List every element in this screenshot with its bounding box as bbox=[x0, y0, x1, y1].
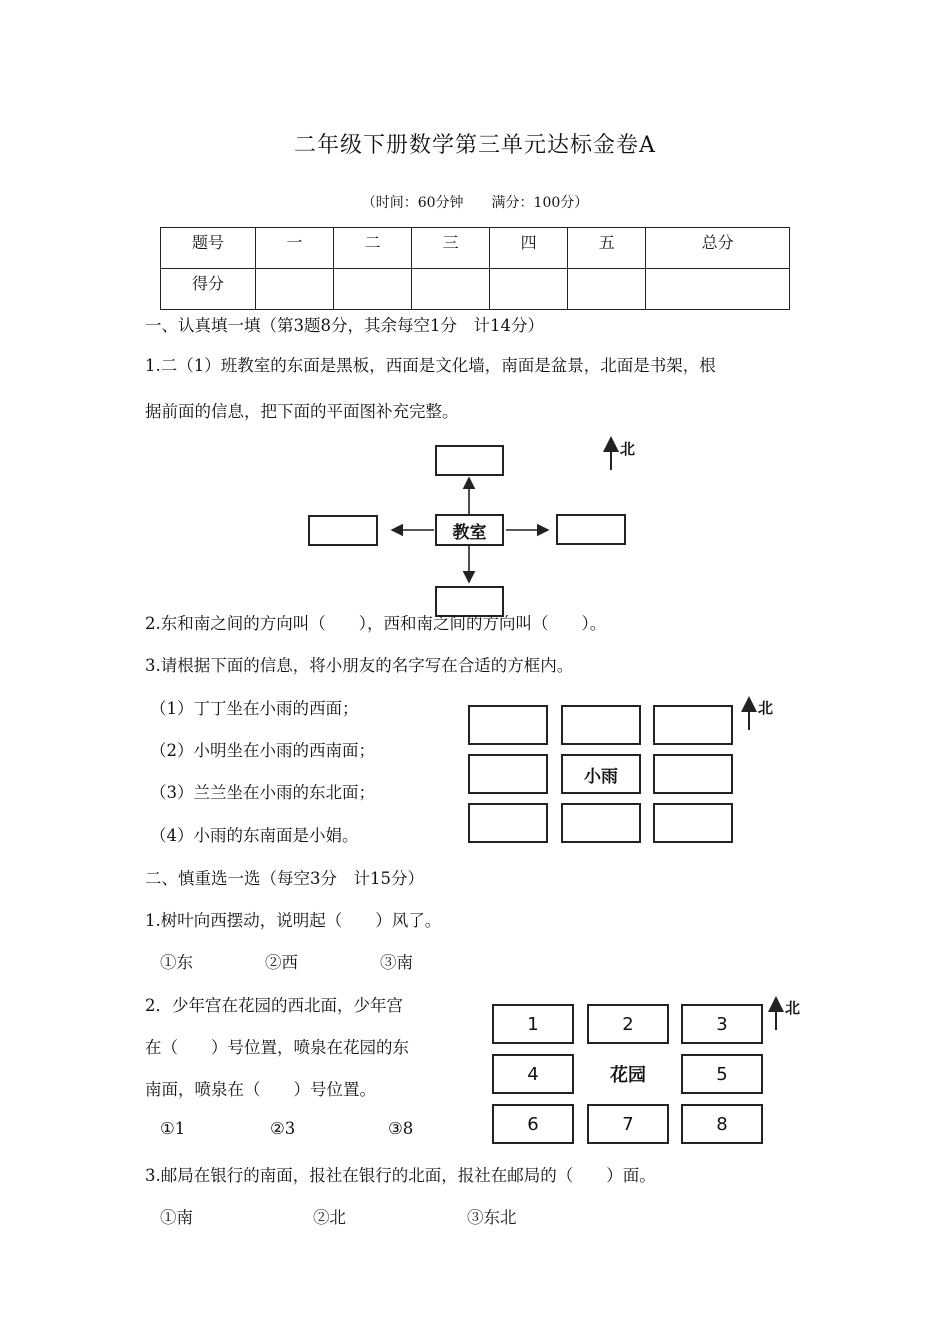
garden-cell-8: 8 bbox=[681, 1104, 763, 1144]
list-item: （2）小明坐在小雨的西南面； bbox=[150, 741, 375, 760]
option-item[interactable]: ③东北 bbox=[467, 1208, 517, 1227]
question-text: 3.请根据下面的信息，将小朋友的名字写在合适的方框内。 bbox=[145, 656, 574, 675]
score-cell[interactable] bbox=[568, 269, 646, 310]
north-label: 北 bbox=[785, 999, 801, 1017]
table-header-cell: 二 bbox=[334, 228, 412, 269]
seat-box-s[interactable] bbox=[561, 803, 641, 843]
page-title: 二年级下册数学第三单元达标金卷A bbox=[294, 133, 656, 158]
score-cell[interactable] bbox=[412, 269, 490, 310]
seat-box-n[interactable] bbox=[561, 705, 641, 745]
option-item[interactable]: ①南 bbox=[160, 1208, 193, 1227]
option-item[interactable]: ③南 bbox=[380, 953, 413, 972]
question-text: 1.二（1）班教室的东面是黑板，西面是文化墙，南面是盆景，北面是书架，根 bbox=[145, 356, 716, 375]
table-row bbox=[161, 228, 790, 269]
north-label: 北 bbox=[758, 699, 774, 717]
garden-cell-1: 1 bbox=[492, 1004, 574, 1044]
seat-box-sw[interactable] bbox=[468, 803, 548, 843]
table-header-cell: 五 bbox=[568, 228, 646, 269]
table-header-cell: 三 bbox=[412, 228, 490, 269]
table-row bbox=[161, 269, 790, 310]
table-header-cell: 一 bbox=[256, 228, 334, 269]
seat-box-se[interactable] bbox=[653, 803, 733, 843]
question-text: 在（ ）号位置，喷泉在花园的东 bbox=[145, 1038, 409, 1057]
section-heading: 二、慎重选一选（每空3分 计15分） bbox=[145, 869, 424, 888]
section-heading: 一、认真填一填（第3题8分，其余每空1分 计14分） bbox=[145, 316, 544, 335]
table-header-cell: 题号 bbox=[161, 228, 256, 269]
classroom-box: 教室 bbox=[435, 514, 504, 546]
list-item: （3）兰兰坐在小雨的东北面； bbox=[150, 783, 375, 802]
question-text: 1.树叶向西摆动，说明起（ ）风了。 bbox=[145, 911, 442, 930]
question-text: 南面，喷泉在（ ）号位置。 bbox=[145, 1080, 376, 1099]
question-text: 3.邮局在银行的南面，报社在银行的北面，报社在邮局的（ ）面。 bbox=[145, 1166, 656, 1185]
question-text: 2．少年宫在花园的西北面，少年宫 bbox=[145, 996, 403, 1015]
seat-box-e[interactable] bbox=[653, 754, 733, 794]
score-cell[interactable] bbox=[334, 269, 412, 310]
score-cell[interactable] bbox=[490, 269, 568, 310]
score-table bbox=[160, 227, 790, 310]
option-item[interactable]: ②西 bbox=[265, 953, 298, 972]
xiaoyu-box: 小雨 bbox=[561, 754, 641, 794]
list-item: （1）丁丁坐在小雨的西面； bbox=[150, 699, 359, 718]
table-header-cell: 总分 bbox=[646, 228, 790, 269]
seat-box-ne[interactable] bbox=[653, 705, 733, 745]
garden-cell-2: 2 bbox=[587, 1004, 669, 1044]
garden-center: 花园 bbox=[610, 1065, 646, 1086]
question-text: 2.东和南之间的方向叫（ ），西和南之间的方向叫（ ）。 bbox=[145, 614, 607, 633]
garden-cell-4: 4 bbox=[492, 1054, 574, 1094]
garden-cell-6: 6 bbox=[492, 1104, 574, 1144]
score-cell[interactable] bbox=[256, 269, 334, 310]
seat-box-nw[interactable] bbox=[468, 705, 548, 745]
seat-box-w[interactable] bbox=[468, 754, 548, 794]
question-text: 据前面的信息，把下面的平面图补充完整。 bbox=[145, 402, 459, 421]
option-item[interactable]: ①1 bbox=[160, 1119, 186, 1138]
east-answer-box[interactable] bbox=[556, 514, 626, 545]
score-cell[interactable] bbox=[646, 269, 790, 310]
table-header-cell: 四 bbox=[490, 228, 568, 269]
list-item: （4）小雨的东南面是小娟。 bbox=[150, 826, 359, 845]
garden-cell-5: 5 bbox=[681, 1054, 763, 1094]
north-label: 北 bbox=[620, 440, 636, 458]
option-item[interactable]: ②北 bbox=[313, 1208, 346, 1227]
option-item[interactable]: ③8 bbox=[388, 1119, 414, 1138]
garden-cell-3: 3 bbox=[681, 1004, 763, 1044]
west-answer-box[interactable] bbox=[308, 515, 378, 546]
table-row-label: 得分 bbox=[161, 269, 256, 310]
exam-info: （时间：60分钟 满分：100分） bbox=[361, 195, 589, 211]
option-item[interactable]: ②3 bbox=[270, 1119, 296, 1138]
north-answer-box[interactable] bbox=[435, 445, 504, 476]
option-item[interactable]: ①东 bbox=[160, 953, 193, 972]
garden-cell-7: 7 bbox=[587, 1104, 669, 1144]
